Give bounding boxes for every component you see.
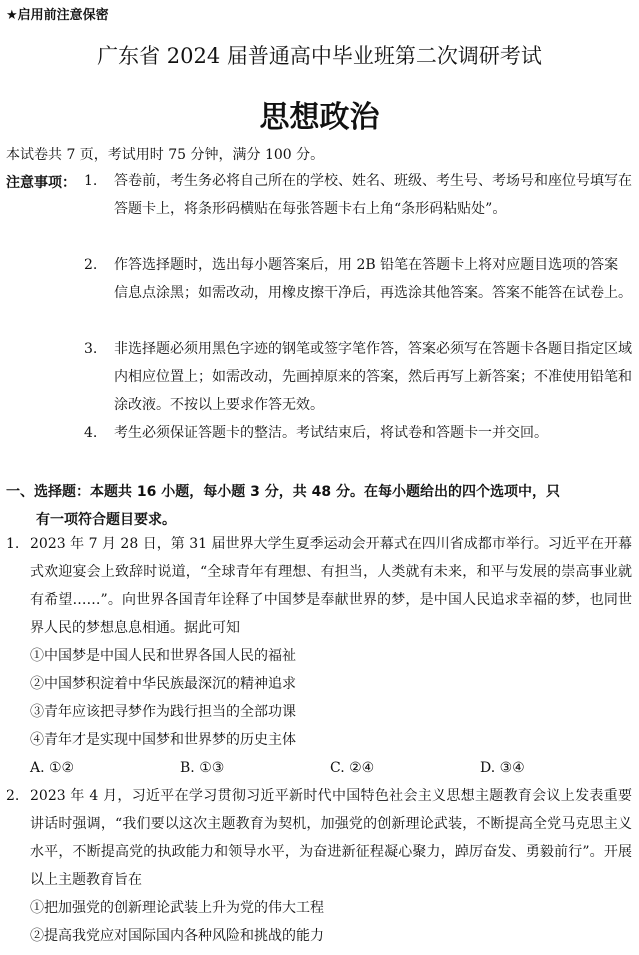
question-number: 1. xyxy=(6,536,20,552)
note-text: 作答选择题时，选出每小题答案后，用 2B 铅笔在答题卡上将对应题目选项的答案信息点涂黑；如需改动，用橡皮擦干净后，再选涂其他答案。答案不能答在试卷上。 xyxy=(114,257,632,301)
question-2 xyxy=(6,782,632,950)
statement: ④青年才是实现中国梦和世界梦的历史主体 xyxy=(30,732,296,748)
note-number: 4. xyxy=(84,425,98,441)
note-item xyxy=(84,419,632,447)
choice-c: C. ②④ xyxy=(330,760,375,776)
exam-intro: 本试卷共 7 页，考试用时 75 分钟，满分 100 分。 xyxy=(6,147,325,163)
question-stem: 2023 年 4 月，习近平在学习贯彻习近平新时代中国特色社会主义思想主题教育会议上发表重要讲话时强调，“我们要以这次主题教育为契机，加强党的创新理论武装，不断提高全党马克思主义水平，不断提高党的执政能力和领导水平，为奋进新征程凝心聚力，踔厉奋发、勇毅前行”。开展以上主题教育旨在 xyxy=(30,788,632,888)
note-text: 考生必须保证答题卡的整洁。考试结束后，将试卷和答题卡一并交回。 xyxy=(114,425,548,441)
section-heading-line: 一、选择题：本题共 16 小题，每小题 3 分，共 48 分。在每小题给出的四个选项中，只 xyxy=(6,484,560,500)
statement: ①把加强党的创新理论武装上升为党的伟大工程 xyxy=(30,900,324,916)
question-1 xyxy=(6,530,632,782)
note-item xyxy=(84,251,632,307)
section-heading xyxy=(6,478,632,534)
question-number: 2. xyxy=(6,788,20,804)
question-stem: 2023 年 7 月 28 日，第 31 届世界大学生夏季运动会开幕式在四川省成都市举行。习近平在开幕式欢迎宴会上致辞时说道，“全球青年有理想、有担当，人类就有未来，和平与发展的崇高事业就有希望……”。向世界各国青年诠释了中国梦是奉献世界的梦，是中国人民追求幸福的梦，也同世界人民的梦想息息相通。据此可知 xyxy=(30,536,632,636)
statement: ②提高我党应对国际国内各种风险和挑战的能力 xyxy=(30,928,324,944)
exam-title: 广东省 2024 届普通高中毕业班第二次调研考试 xyxy=(97,44,542,68)
note-number: 3. xyxy=(84,341,98,357)
statement: ①中国梦是中国人民和世界各国人民的福祉 xyxy=(30,648,296,664)
note-text: 答卷前，考生务必将自己所在的学校、姓名、班级、考生号、考场号和座位号填写在答题卡上，将条形码横贴在每张答题卡右上角“条形码粘贴处”。 xyxy=(114,173,632,217)
note-number: 2. xyxy=(84,257,98,273)
answer-choices xyxy=(6,754,632,782)
statement: ③青年应该把寻梦作为践行担当的全部功课 xyxy=(30,704,296,720)
subject-title: 思想政治 xyxy=(259,100,380,135)
choice-a: A. ①② xyxy=(30,760,75,776)
confidential-notice: ★启用前注意保密 xyxy=(6,8,109,23)
statement: ②中国梦积淀着中华民族最深沉的精神追求 xyxy=(30,676,296,692)
note-number: 1. xyxy=(84,173,98,189)
choice-d: D. ③④ xyxy=(480,760,525,776)
note-text: 非选择题必须用黑色字迹的钢笔或签字笔作答，答案必须写在答题卡各题目指定区域内相应位置上；如需改动，先画掉原来的答案，然后再写上新答案；不准使用铅笔和涂改液。不按以上要求作答无效。 xyxy=(114,341,632,413)
note-item xyxy=(84,167,632,223)
notes-label: 注意事项： xyxy=(6,175,76,191)
section-heading-line: 有一项符合题目要求。 xyxy=(36,512,176,528)
note-item xyxy=(84,335,632,419)
choice-b: B. ①③ xyxy=(180,760,225,776)
